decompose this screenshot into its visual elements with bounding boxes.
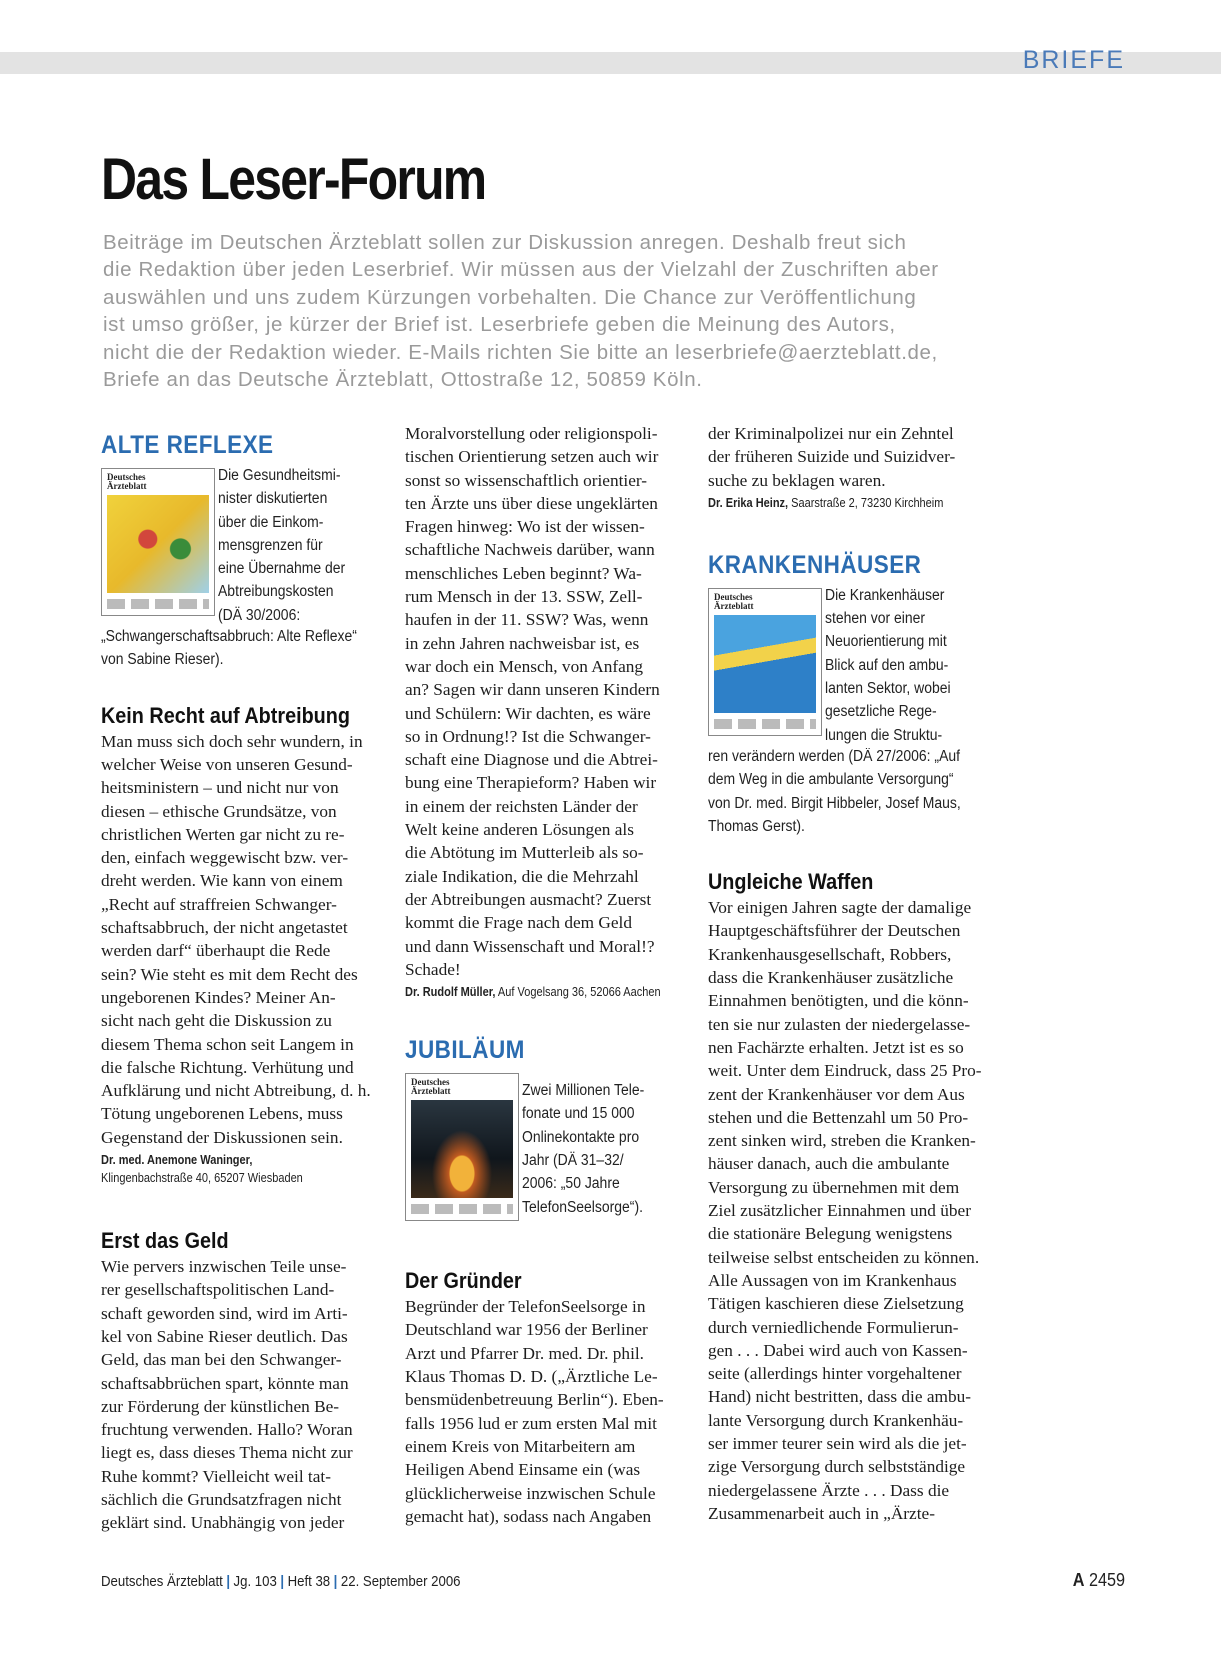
letter-body-continued (405, 422, 697, 981)
text-line: rer gesellschaftspolitischen Land- (101, 1280, 335, 1300)
category-heading: ALTE REFLEXE (101, 431, 274, 459)
text-line: zent der Krankenhäuser vor dem Aus (708, 1084, 965, 1104)
letter-heading: Kein Recht auf Abtreibung (101, 702, 350, 728)
text-line: Arzt und Pfarrer Dr. med. Dr. phil. (405, 1343, 645, 1363)
text-line: Zwei Millionen Tele- (522, 1082, 645, 1100)
teaser-block (405, 1069, 697, 1225)
text-line: stehen vor einer (825, 610, 926, 628)
text-line: liegt es, dass dieses Thema nicht zur (101, 1443, 353, 1463)
text-line: Tötung ungeborenen Lebens, muss (101, 1104, 343, 1124)
text-line: sein? Wie steht es mit dem Recht des (101, 964, 358, 984)
text-line: Vor einigen Jahren sagte der damalige (708, 898, 972, 918)
text-line: Moralvorstellung oder religionspoli- (405, 424, 658, 443)
text-line: Klaus Thomas D. D. („Ärztliche Le- (405, 1367, 658, 1387)
text-line: Gegenstand der Diskussionen sein. (101, 1127, 343, 1147)
text-line: bensmüdenbetreuung Berlin“). Eben- (405, 1390, 664, 1410)
text-line: lante Versorgung durch Krankenhäu- (708, 1410, 964, 1430)
text-line: diesem Thema schon seit Langem in (101, 1034, 354, 1054)
text-line: ten Ärzte uns über diese ungeklärten (405, 493, 658, 513)
text-line: welcher Weise von unseren Gesund- (101, 754, 353, 774)
text-line: fonate und 15 000 (522, 1105, 635, 1123)
text-line: Aufklärung und nicht Abtreibung, d. h. (101, 1081, 371, 1101)
intro-line: ist umso größer, je kürzer der Brief ist. Leserbriefe geben die Meinung des Autors, (103, 313, 896, 337)
text-line: lungen die Struktu- (825, 726, 943, 744)
text-line: Versorgung zu übernehmen mit dem (708, 1177, 960, 1197)
text-line: Geld, das man bei den Schwanger- (101, 1350, 342, 1370)
text-line: Welt keine anderen Lösungen als (405, 820, 634, 840)
text-line: durch verniedlichende Formulierun- (708, 1317, 959, 1337)
category-heading: KRANKENHÄUSER (708, 550, 922, 579)
text-line: von Sabine Rieser). (101, 651, 224, 669)
text-line: christlichen Werten gar nicht zu re- (101, 824, 345, 844)
text-line: suche zu beklagen waren. (708, 470, 886, 490)
text-line: der Kriminalpolizei nur ein Zehntel (708, 424, 954, 443)
column-1 (101, 430, 393, 1535)
text-line: in einem der reichsten Länder der (405, 796, 638, 816)
journal-name: Deutsches Ärzteblatt (101, 1573, 223, 1590)
text-line: die Abtötung im Mutterleib als so- (405, 843, 644, 863)
intro-line: auswählen und uns zudem Kürzungen vorbehalten. Die Chance zur Veröffentlichung (103, 285, 917, 309)
text-line: TelefonSeelsorge“). (522, 1198, 643, 1216)
text-line: geklärt sind. Unabhängig von jeder (101, 1513, 345, 1533)
issue: Heft 38 (287, 1573, 331, 1590)
text-line: dem Weg in die ambulante Versorgung“ (708, 771, 954, 789)
text-line: Zusammenarbeit auch in „Ärzte- (708, 1503, 935, 1523)
teaser-text-full (101, 625, 393, 672)
text-line: zent sinken wird, streben die Kranken- (708, 1131, 976, 1151)
text-line: in zehn Jahren nachweisbar ist, es (405, 633, 640, 653)
text-line: Wie pervers inzwischen Teile unse- (101, 1257, 347, 1277)
text-line: gen . . . Dabei wird auch von Kassen- (708, 1340, 968, 1360)
text-line: und Schülern: Wir dachten, es wäre (405, 703, 651, 723)
text-line: Einnahmen benötigten, und die könn- (708, 991, 969, 1011)
volume: Jg. 103 (233, 1573, 277, 1590)
teaser-block (708, 584, 1000, 747)
text-line: Schade! (405, 959, 461, 979)
issue-date: 22. September 2006 (340, 1573, 461, 1590)
text-line: Hauptgeschäftsführer der Deutschen (708, 921, 961, 941)
text-line: der früheren Suizide und Suizidver- (708, 447, 956, 467)
text-line: kel von Sabine Rieser deutlich. Das (101, 1326, 348, 1346)
text-line: lanten Sektor, wobei (825, 680, 951, 698)
intro-line: Briefe an das Deutsche Ärzteblatt, Ottostraße 12, 50859 Köln. (103, 368, 703, 392)
text-line: den, einfach weggewischt bzw. ver- (101, 848, 349, 868)
text-line: dreht werden. Wie kann von einem (101, 871, 343, 891)
text-line: über die Einkom- (218, 513, 324, 531)
text-line: Begründer der TelefonSeelsorge in (405, 1297, 646, 1317)
text-line: Heiligen Abend Einsame ein (was (405, 1460, 641, 1480)
teaser-text (708, 584, 1000, 747)
text-line: schaftsabbruch, der nicht angetastet (101, 918, 348, 938)
text-line: (DÄ 30/2006: (218, 606, 301, 624)
text-line: so in Ordnung!? Ist die Schwanger- (405, 726, 651, 746)
text-line: dass die Krankenhäuser zusätzliche (708, 968, 954, 988)
letter-body-continued (708, 422, 1000, 492)
text-line: die stationäre Belegung wenigstens (708, 1224, 953, 1244)
text-line: Fragen hinweg: Wo ist der wissen- (405, 517, 645, 537)
cover-logo: Deutsches Ärzteblatt (714, 591, 754, 611)
letter-heading: Ungleiche Waffen (708, 869, 874, 895)
cover-logo: Deutsches Ärzteblatt (411, 1077, 451, 1097)
text-line: war doch ein Mensch, von Anfang (405, 656, 644, 676)
text-line: ungeborenen Kindes? Meiner An- (101, 987, 336, 1007)
text-line: schaftsabbrüchen spart, könnte man (101, 1373, 349, 1393)
intro-line: die Redaktion über jeden Leserbrief. Wir müssen aus der Vielzahl der Zuschriften aber (103, 258, 939, 282)
text-line: zige Versorgung durch selbstständige (708, 1457, 966, 1477)
text-line: zur Förderung der künstlichen Be- (101, 1396, 340, 1416)
text-line: der Abtreibungen ausmacht? Zuerst (405, 889, 652, 909)
text-line: von Dr. med. Birgit Hibbeler, Josef Maus, (708, 794, 961, 812)
letter-signature: Dr. Rudolf Müller, Auf Vogelsang 36, 52066 Aachen (405, 985, 661, 1000)
text-line: weit. Unter dem Eindruck, dass 25 Pro- (708, 1061, 982, 1081)
teaser-text-full (708, 745, 1000, 838)
teaser-text (101, 464, 393, 627)
text-line: „Recht auf straffreien Schwanger- (101, 894, 337, 914)
category-heading: JUBILÄUM (405, 1036, 525, 1065)
text-line: häuser danach, auch die ambulante (708, 1154, 950, 1174)
page-title: Das Leser-Forum (101, 147, 486, 212)
text-line: werden darf“ überhaupt die Rede (101, 941, 331, 961)
text-line: „Schwangerschaftsabbruch: Alte Reflexe“ (101, 628, 357, 646)
text-line: heitsministern – und nicht nur von (101, 778, 339, 798)
text-line: rum Mensch in der 13. SSW, Zell- (405, 587, 643, 607)
text-line: diesen – ethische Grundsätze, von (101, 801, 337, 821)
text-line: tischen Orientierung setzen auch wir (405, 447, 659, 467)
text-line: Die Gesundheitsmi- (218, 467, 341, 484)
cover-logo: Deutsches Ärzteblatt (107, 472, 147, 491)
letter-heading: Der Gründer (405, 1268, 522, 1294)
text-line: die falsche Richtung. Verhütung und (101, 1057, 354, 1077)
page-footer: Deutsches Ärzteblatt | Jg. 103 | Heft 38 | 22. September 2006 (101, 1573, 461, 1590)
intro-text (103, 229, 1003, 393)
text-line: schaft eine Diagnose und die Abtrei- (405, 750, 658, 770)
text-line: sonst so wissenschaftlich orientier- (405, 470, 648, 490)
text-line: ren verändern werden (DÄ 27/2006: „Auf (708, 747, 961, 765)
text-line: ten sie nur zulasten der niedergelasse- (708, 1014, 971, 1034)
page-number: A 2459 (1072, 1570, 1125, 1590)
text-line: an? Sagen wir dann unseren Kindern (405, 680, 660, 700)
letter-body (101, 730, 393, 1149)
letter-body (405, 1295, 697, 1528)
text-line: ser immer teurer sein wird als die jet- (708, 1433, 967, 1453)
letter-signature: Dr. Erika Heinz, Saarstraße 2, 73230 Kirchheim (708, 495, 944, 510)
text-line: teilweise selbst entscheiden zu können. (708, 1247, 980, 1267)
column-3 (708, 424, 1000, 1525)
text-line: stehen und die Bettenzahl um 50 Pro- (708, 1107, 969, 1127)
text-line: 2006: „50 Jahre (522, 1175, 620, 1193)
text-line: Tätigen kaschieren diese Zielsetzung (708, 1294, 964, 1314)
text-line: und dann Wissenschaft und Moral!? (405, 936, 655, 956)
text-line: eine Übernahme der (218, 560, 346, 578)
text-line: bung eine Therapieform? Haben wir (405, 773, 657, 793)
intro-line: Beiträge im Deutschen Ärzteblatt sollen zur Diskussion anregen. Deshalb freut sich (103, 231, 907, 254)
text-line: mensgrenzen für (218, 536, 323, 554)
text-line: Ziel zusätzlicher Einnahmen und über (708, 1201, 971, 1221)
text-line: seite (allerdings hinter vorgehaltener (708, 1364, 962, 1384)
text-line: Deutschland war 1956 der Berliner (405, 1320, 648, 1340)
text-line: Onlinekontakte pro (522, 1128, 640, 1146)
text-line: nen Fachärzte erhalten. Jetzt ist es so (708, 1037, 964, 1057)
text-line: fruchtung verwenden. Hallo? Woran (101, 1420, 353, 1440)
text-line: niedergelassene Ärzte . . . Dass die (708, 1480, 950, 1500)
teaser-text (405, 1069, 697, 1219)
letter-body (101, 1255, 393, 1535)
text-line: Thomas Gerst). (708, 817, 805, 835)
text-line: schaft geworden sind, wird im Arti- (101, 1303, 348, 1323)
text-line: Hand) nicht bestritten, dass die ambu- (708, 1387, 971, 1407)
text-line: ziale Indikation, die die Mehrzahl (405, 866, 639, 886)
column-2 (405, 424, 697, 1528)
letter-heading: Erst das Geld (101, 1228, 229, 1254)
text-line: Ruhe kommt? Vielleicht weil tat- (101, 1466, 331, 1486)
text-line: Die Krankenhäuser (825, 586, 945, 604)
text-line: falls 1956 lud er zum ersten Mal mit (405, 1413, 657, 1433)
text-line: sächlich die Grundsatzfragen nicht (101, 1489, 342, 1509)
text-line: Neuorientierung mit (825, 633, 947, 651)
text-line: schaftliche Nachweis darüber, wann (405, 540, 655, 560)
text-line: haufen in der 11. SSW? Was, wenn (405, 610, 649, 630)
text-line: Abtreibungskosten (218, 583, 334, 601)
text-line: sicht nach geht die Diskussion zu (101, 1011, 332, 1031)
text-line: kommt die Frage nach dem Geld (405, 913, 632, 933)
text-line: Alle Aussagen von im Krankenhaus (708, 1270, 957, 1290)
letter-signature: Dr. med. Anemone Waninger, Klingenbachstraße 40, 65207 Wiesbaden (101, 1153, 303, 1186)
text-line: menschliches Leben beginnt? Wa- (405, 563, 642, 583)
letter-body (708, 896, 1000, 1525)
text-line: Blick auf den ambu- (825, 656, 949, 674)
text-line: gemacht hat), sodass nach Angaben (405, 1506, 652, 1526)
text-line: Man muss sich doch sehr wundern, in (101, 731, 363, 751)
text-line: einem Kreis von Mitarbeitern am (405, 1436, 636, 1456)
intro-line: nicht die der Redaktion wieder. E-Mails richten Sie bitte an leserbriefe@aerzteblatt.de, (103, 340, 938, 364)
section-label: BRIEFE (1022, 46, 1125, 74)
text-line: glücklicherweise inzwischen Schule (405, 1483, 656, 1503)
text-line: nister diskutierten (218, 490, 328, 508)
text-line: gesetzliche Rege- (825, 703, 937, 721)
text-line: Jahr (DÄ 31–32/ (522, 1152, 624, 1170)
text-line: Krankenhausgesellschaft, Robbers, (708, 944, 952, 964)
teaser-block (101, 464, 393, 627)
